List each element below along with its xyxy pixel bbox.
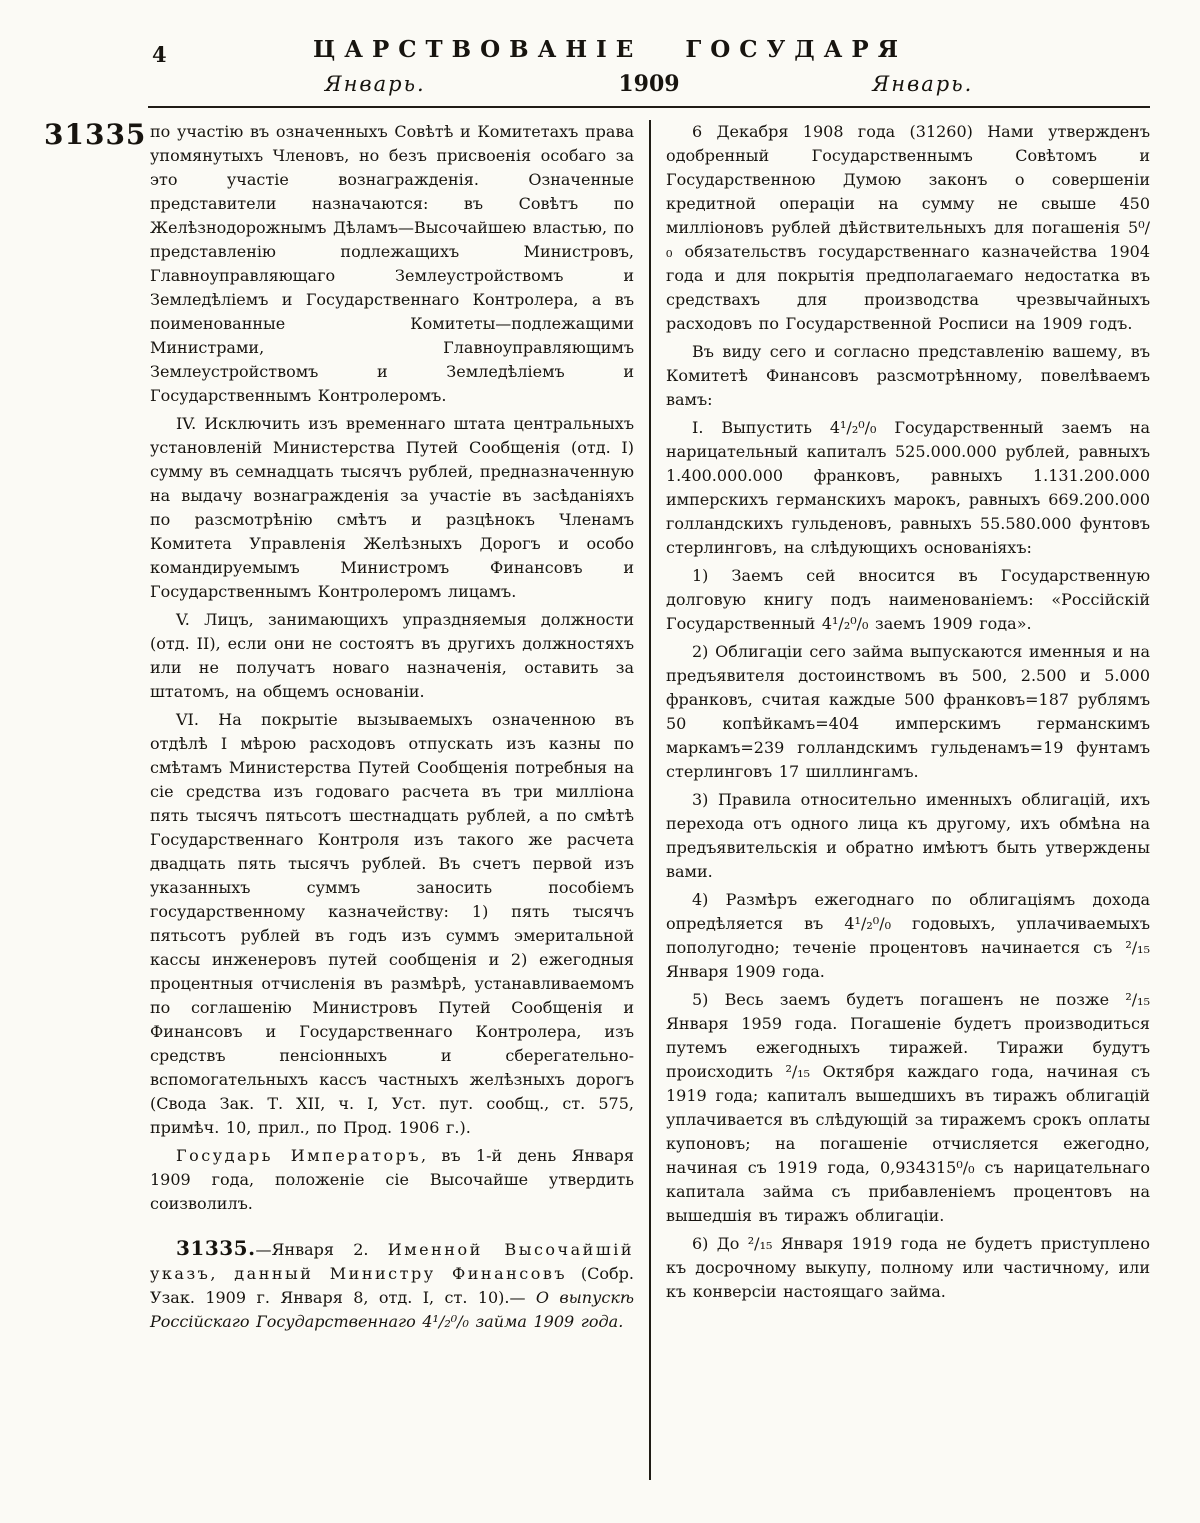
header-year: 1909: [618, 71, 680, 97]
header-month-right: Январь.: [872, 72, 974, 96]
text-run: О выпускѣ Россійскаго Государственнаго 4¹/₂⁰/₀ займа 1909 года.: [150, 1288, 634, 1331]
text-run: по участію въ означенныхъ Совѣтѣ и Комитетахъ права упомянутыхъ Членовъ, но безъ присвоенія особаго за это участіе вознагражденія. Означенные представители назначаются: въ Совѣтъ по Желѣзнодорожнымъ Дѣламъ—Высочайшею властью, по представленію подлежащихъ Министровъ, Главноуправляющаго Землеустройствомъ и Земледѣліемъ и Государственнаго Контролера, а въ поименованные Комитеты—подлежащими Министрами, Главноуправляющимъ Землеустройствомъ и Земледѣліемъ и Государственнымъ Контролеромъ.: [150, 122, 634, 405]
text-run: IV. Исключить изъ временнаго штата центральныхъ установленій Министерства Путей Сообщенія (отд. I) сумму въ семнадцать тысячъ рублей, предназначенную на выдачу вознагражденія за участіе въ засѣданіяхъ по разсмотрѣнію смѣтъ и разцѣнокъ Членамъ Комитета Управленія Желѣзныхъ Дорогъ и особо командируемымъ Министромъ Финансовъ и Государственнымъ Контролеромъ лицамъ.: [150, 414, 634, 601]
text-run: 6 Декабря 1908 года (31260) Нами утвержденъ одобренный Государственнымъ Совѣтомъ и Государственною Думою законъ о совершеніи кредитной операціи на сумму не свыше 450 милліоновъ рублей дѣйствительныхъ для погашенія 5⁰/₀ обязательствъ государственнаго казначейства 1904 года и для покрытія предполагаемаго недостатка въ средствахъ для производства чрезвычайныхъ расходовъ по Государственной Росписи на 1909 годъ.: [666, 122, 1150, 333]
running-title: ЦАРСТВОВАНІЕ ГОСУДАРЯ: [313, 36, 907, 63]
text-columns: [150, 120, 1150, 1480]
paragraph: [666, 120, 1150, 336]
paragraph: [666, 416, 1150, 560]
text-run: Въ виду сего и согласно представленію вашему, въ Комитетѣ Финансовъ разсмотрѣнному, повелѣваемъ вамъ:: [666, 342, 1150, 409]
left-column: [150, 120, 649, 1480]
paragraph: [150, 1144, 634, 1216]
paragraph: [666, 1232, 1150, 1304]
text-run: V. Лицъ, занимающихъ упраздняемыя должности (отд. II), если они не состоятъ въ другихъ должностяхъ или не получатъ новаго назначенія, оставить за штатомъ, на общемъ основаніи.: [150, 610, 634, 701]
paragraph: [666, 640, 1150, 784]
paragraph: [150, 608, 634, 704]
text-run: 2) Облигаціи сего займа выпускаются именныя и на предъявителя достоинствомъ въ 500, 2.500 и 5.000 франковъ, считая каждые 500 франковъ=187 рублямъ 50 копѣйкамъ=404 имперскимъ германскимъ маркамъ=239 голландскимъ гульденамъ=19 фунтамъ стерлинговъ 17 шиллингамъ.: [666, 642, 1150, 781]
paragraph: [666, 888, 1150, 984]
text-run: Именной Высочайшій указъ, данный Министру Финансовъ: [150, 1240, 634, 1283]
text-run: 4) Размѣръ ежегоднаго по облигаціямъ дохода опредѣляется въ 4¹/₂⁰/₀ годовыхъ, уплачиваемыхъ пополугодно; теченіе процентовъ начинается съ ²/₁₅ Января 1909 года.: [666, 890, 1150, 981]
text-run: I. Выпустить 4¹/₂⁰/₀ Государственный заемъ на нарицательный капиталъ 525.000.000 рублей, равныхъ 1.400.000.000 франковъ, равныхъ 1.131.200.000 имперскихъ германскихъ марокъ, равныхъ 669.200.000 голландскихъ гульденовъ, равныхъ 55.580.000 фунтовъ стерлинговъ, на слѣдующихъ основаніяхъ:: [666, 418, 1150, 557]
paragraph: [150, 120, 634, 408]
right-column: [651, 120, 1150, 1480]
text-run: 6) До ²/₁₅ Января 1919 года не будетъ приступлено къ досрочному выкупу, полному или частичному, или къ конверсіи настоящаго займа.: [666, 1234, 1150, 1301]
paragraph: [666, 788, 1150, 884]
header-month-left: Январь.: [324, 72, 426, 96]
header-subrow: [150, 71, 1148, 97]
paragraph: [666, 564, 1150, 636]
text-run: Государь Императоръ: [176, 1146, 421, 1165]
text-run: 31335.: [176, 1236, 256, 1260]
text-run: 3) Правила относительно именныхъ облигацій, ихъ перехода отъ одного лица къ другому, ихъ обмѣна на предъявительскія и обратно имѣютъ быть утверждены вами.: [666, 790, 1150, 881]
text-run: , въ 1-й день Января 1909 года, положеніе сіе Высочайше утвердить соизволилъ.: [150, 1146, 635, 1213]
text-run: VI. На покрытіе вызываемыхъ означенною въ отдѣлѣ I мѣрою расходовъ отпускать изъ казны по смѣтамъ Министерства Путей Сообщенія потребныя на сіе средства изъ годоваго расчета въ три милліона пять тысячъ пятьсотъ шестнадцать рублей, а по смѣтѣ Государственнаго Контроля изъ такого же расчета двадцать пять тысячъ рублей. Въ счетъ первой изъ указанныхъ суммъ заносить пособіемъ государственному казначейству: 1) пять тысячъ пятьсотъ рублей въ годъ изъ суммъ эмеритальной кассы инженеровъ путей сообщенія и 2) ежегодныя процентныя отчисленія въ размѣрѣ, устанавливаемомъ по соглашенію Министровъ Путей Сообщенія и Финансовъ и Государственнаго Контролера, изъ средствъ пенсіонныхъ и сберегательно-вспомогательныхъ кассъ частныхъ желѣзныхъ дорогъ (Свода Зак. Т. XII, ч. I, Уст. пут. сообщ., ст. 575, примѣч. 10, прил., по Прод. 1906 г.).: [150, 710, 634, 1137]
paragraph: [666, 340, 1150, 412]
text-run: (Собр. Узак. 1909 г. Января 8, отд. I, ст. 10).—: [150, 1264, 634, 1307]
paragraph: [666, 988, 1150, 1228]
text-run: —Января 2.: [255, 1240, 388, 1259]
page-number: 4: [152, 42, 167, 67]
header-rule: [148, 106, 1150, 108]
paragraph: [150, 708, 634, 1140]
text-run: 5) Весь заемъ будетъ погашенъ не позже ²/₁₅ Января 1959 года. Погашеніе будетъ производиться путемъ ежегодныхъ тиражей. Тиражи будутъ происходить ²/₁₅ Октября каждаго года, начиная съ 1919 года; капиталъ вышедшихъ въ тиражъ облигацій уплачивается въ слѣдующій за тиражемъ срокъ оплаты купоновъ; на погашеніе отчисляется ежегодно, начиная съ 1919 года, 0,934315⁰/₀ съ нарицательнаго капитала займа съ прибавленіемъ процентовъ на вышедшія въ тиражъ облигаціи.: [666, 990, 1150, 1225]
text-run: 1) Заемъ сей вносится въ Государственную долговую книгу подъ наименованіемъ: «Россійскій Государственный 4¹/₂⁰/₀ заемъ 1909 года».: [666, 566, 1150, 633]
article-margin-number: 31335: [44, 118, 147, 151]
article-heading-paragraph: [150, 1236, 634, 1334]
paragraph: [150, 412, 634, 604]
